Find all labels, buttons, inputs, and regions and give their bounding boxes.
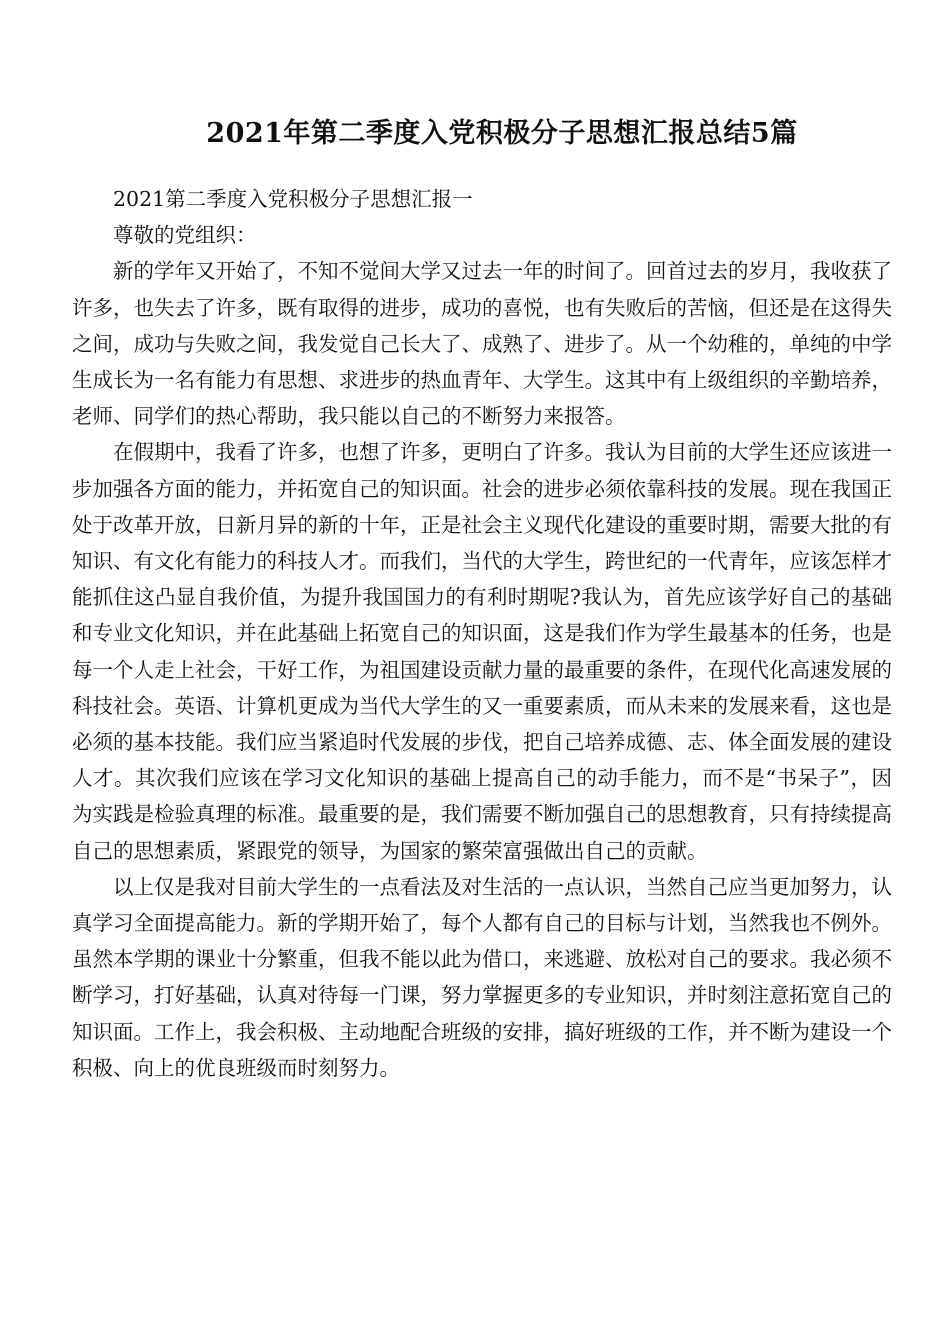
body-paragraph-1: 新的学年又开始了，不知不觉间大学又过去一年的时间了。回首过去的岁月，我收获了许多，也失去了许多，既有取得的进步，成功的喜悦，也有失败后的苦恼，但还是在这得失之间，成功与失败之间，我发觉自己长大了、成熟了、进步了。从一个幼稚的，单纯的中学生成长为一名有能力有思想、求进步的热血青年、大学生。这其中有上级组织的辛勤培养，老师、同学们的热心帮助，我只能以自己的不断努力来报答。 [72, 259, 892, 429]
body-paragraph-2: 在假期中，我看了许多，也想了许多，更明白了许多。我认为目前的大学生还应该进一步加强各方面的能力，并拓宽自己的知识面。社会的进步必须依靠科技的发展。现在我国正处于改革开放，日新月异的新的十年，正是社会主义现代化建设的重要时期，需要大批的有知识、有文化有能力的科技人才。而我们，当代的大学生，跨世纪的一代青年，应该怎样才能抓住这凸显自我价值，为提升我国国力的有利时期呢?我认为，首先应该学好自己的基础和专业文化知识，并在此基础上拓宽自己的知识面，这是我们作为学生最基本的任务，也是每一个人走上社会，干好工作，为祖国建设贡献力量的最重要的条件，在现代化高速发展的科技社会。英语、计算机更成为当代大学生的又一重要素质，而从未来的发展来看，这也是必须的基本技能。我们应当紧追时代发展的步伐，把自己培养成德、志、体全面发展的建设人才。其次我们应该在学习文化知识的基础上提高自己的动手能力，而不是“书呆子”，因为实践是检验真理的标准。最重要的是，我们需要不断加强自己的思想教育，只有持续提高自己的思想素质，紧跟党的领导，为国家的繁荣富强做出自己的贡献。 [72, 440, 892, 863]
salutation: 尊敬的党组织： [113, 223, 257, 248]
report-subtitle: 2021第二季度入党积极分子思想汇报一 [113, 187, 473, 211]
body-paragraph-3: 以上仅是我对目前大学生的一点看法及对生活的一点认识，当然自己应当更加努力，认真学习全面提高能力。新的学期开始了，每个人都有自己的目标与计划，当然我也不例外。虽然本学期的课业十分繁重，但我不能以此为借口，来逃避、放松对自己的要求。我必须不断学习，打好基础，认真对待每一门课，努力掌握更多的专业知识，并时刻注意拓宽自己的知识面。工作上，我会积极、主动地配合班级的安排，搞好班级的工作，并不断为建设一个积极、向上的优良班级而时刻努力。 [72, 874, 892, 1080]
document-body [72, 181, 892, 1086]
document-title: 2021年第二季度入党积极分子思想汇报总结5篇 [206, 118, 798, 150]
